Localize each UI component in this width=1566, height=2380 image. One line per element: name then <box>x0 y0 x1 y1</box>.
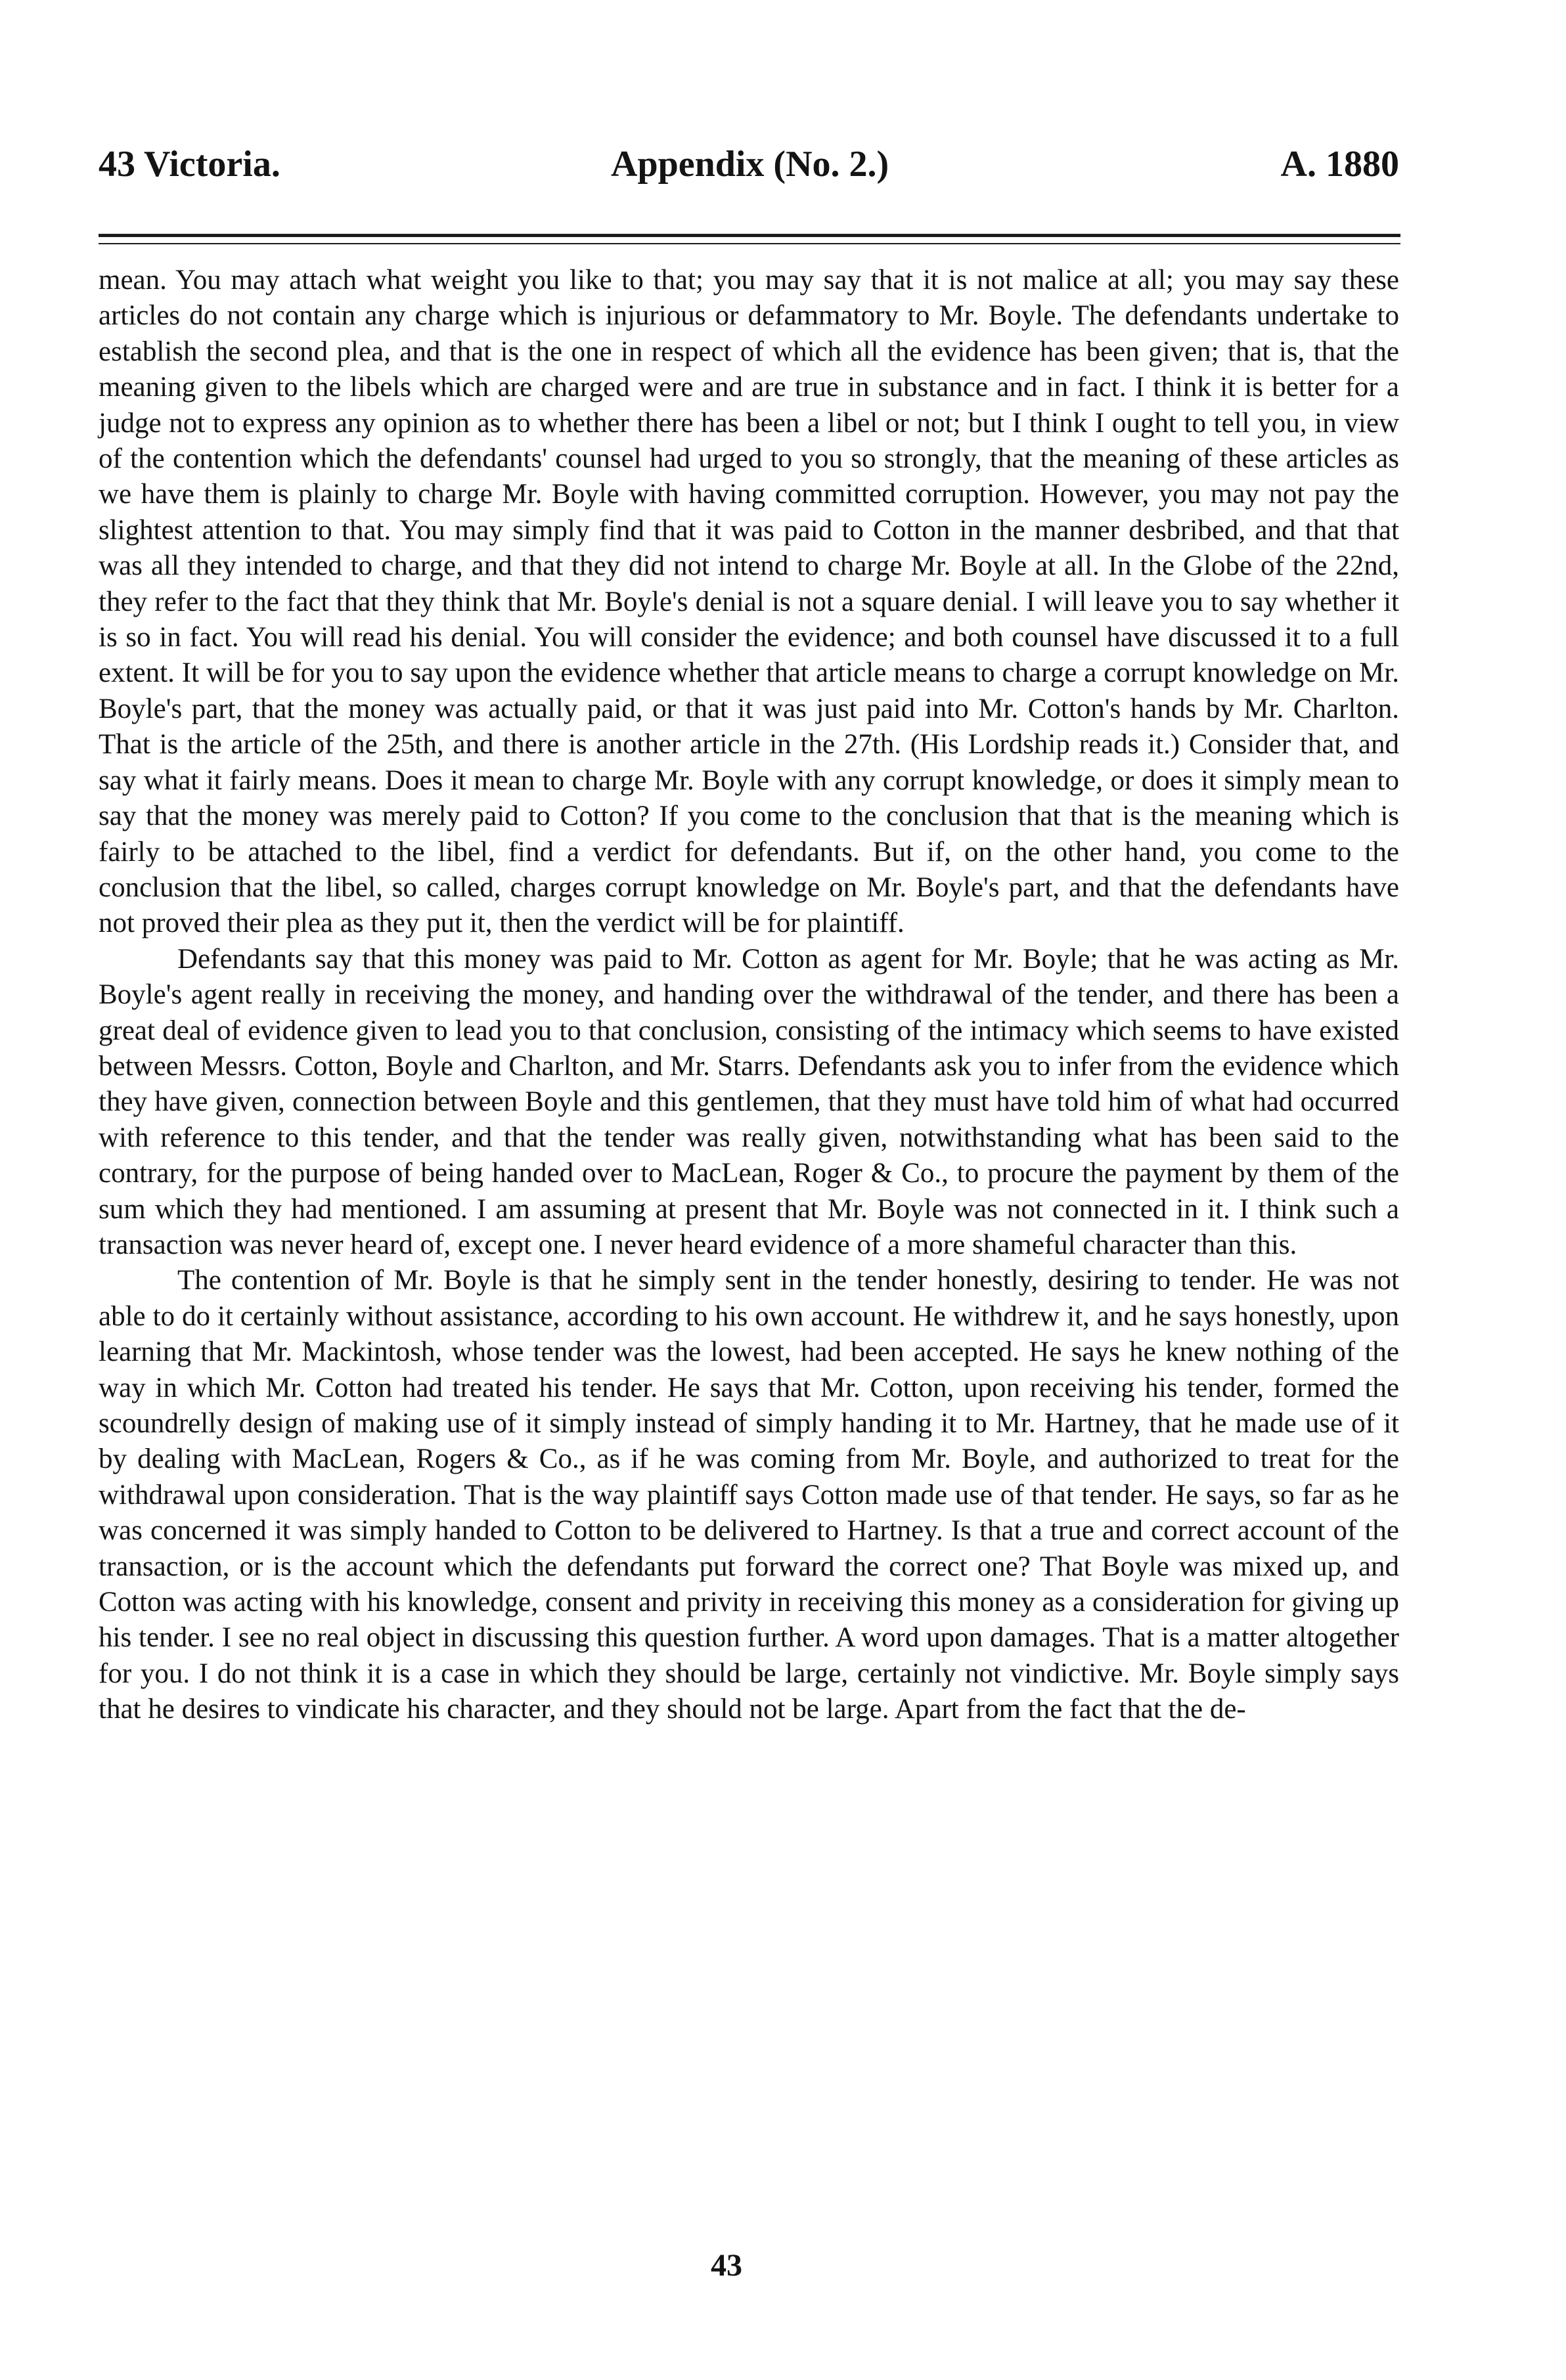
paragraph-1: mean. You may attach what weight you like to that; you may say that it is not malice at all; you may say these articles do not contain any charge which is injurious or defammatory to Mr. Boyle. The defendants undertake to establish the second plea, and that is the one in respect of which all the evidence has been given; that is, that the meaning given to the libels which are charged were and are true in substance and in fact. I think it is better for a judge not to express any opinion as to whether there has been a libel or not; but I think I ought to tell you, in view of the contention which the defendants' counsel had urged to you so strongly, that the meaning of these articles as we have them is plainly to charge Mr. Boyle with having committed corruption. However, you may not pay the slightest attention to that. You may simply find that it was paid to Cotton in the manner desbribed, and that that was all they intended to charge, and that they did not intend to charge Mr. Boyle at all. In the Globe of the 22nd, they refer to the fact that they think that Mr. Boyle's denial is not a square denial. I will leave you to say whether it is so in fact. You will read his denial. You will consider the evidence; and both counsel have discussed it to a full extent. It will be for you to say upon the evidence whether that article means to charge a corrupt knowledge on Mr. Boyle's part, that the money was actually paid, or that it was just paid into Mr. Cotton's hands by Mr. Charlton. That is the article of the 25th, and there is another article in the 27th. (His Lordship reads it.) Consider that, and say what it fairly means. Does it mean to charge Mr. Boyle with any corrupt knowledge, or does it simply mean to say that the money was merely paid to Cotton? If you come to the conclusion that that is the meaning which is fairly to be attached to the libel, find a verdict for defendants. But if, on the other hand, you come to the conclusion that the libel, so called, charges corrupt knowledge on Mr. Boyle's part, and that the defendants have not proved their plea as they put it, then the verdict will be for plaintiff. <box>99 265 1399 939</box>
running-header <box>99 143 1399 202</box>
page-number: 43 <box>711 2248 742 2283</box>
header-year: A. 1880 <box>1280 144 1399 185</box>
header-rule-thin <box>99 243 1400 244</box>
header-rule-thick <box>99 234 1400 237</box>
header-volume: 43 Victoria. <box>99 144 280 185</box>
header-appendix: Appendix (No. 2.) <box>611 144 889 185</box>
paragraph-3: The contention of Mr. Boyle is that he simply sent in the tender honestly, desiring to tender. He was not able to do it certainly without assistance, according to his own account. He withdrew it, and he says honestly, upon learning that Mr. Mackintosh, whose tender was the lowest, had been accepted. He says he knew nothing of the way in which Mr. Cotton had treated his tender. He says that Mr. Cotton, upon receiving his tender, formed the scoundrelly design of making use of it simply instead of simply handing it to Mr. Hartney, that he made use of it by dealing with MacLean, Rogers & Co., as if he was coming from Mr. Boyle, and authorized to treat for the withdrawal upon consideration. That is the way plaintiff says Cotton made use of that tender. He says, so far as he was concerned it was simply handed to Cotton to be delivered to Hartney. Is that a true and correct account of the transaction, or is the account which the defendants put forward the correct one? That Boyle was mixed up, and Cotton was acting with his knowledge, consent and privity in receiving this money as a consideration for giving up his tender. I see no real object in discussing this question further. A word upon damages. That is a matter altogether for you. I do not think it is a case in which they should be large, certainly not vindictive. Mr. Boyle simply says that he desires to vindicate his character, and they should not be large. Apart from the fact that the de- <box>99 1265 1399 1725</box>
body-text <box>99 263 1399 1728</box>
paragraph-2: Defendants say that this money was paid to Mr. Cotton as agent for Mr. Boyle; that he was acting as Mr. Boyle's agent really in receiving the money, and handing over the withdrawal of the tender, and there has been a great deal of evidence given to lead you to that conclusion, consisting of the intimacy which seems to have existed between Messrs. Cotton, Boyle and Charlton, and Mr. Starrs. Defendants ask you to infer from the evidence which they have given, connection between Boyle and this gentlemen, that they must have told him of what had occurred with reference to this tender, and that the tender was really given, notwithstanding what has been said to the contrary, for the purpose of being handed over to MacLean, Roger & Co., to procure the payment by them of the sum which they had mentioned. I am assuming at present that Mr. Boyle was not connected in it. I think such a transaction was never heard of, except one. I never heard evidence of a more shameful character than this. <box>99 943 1399 1260</box>
